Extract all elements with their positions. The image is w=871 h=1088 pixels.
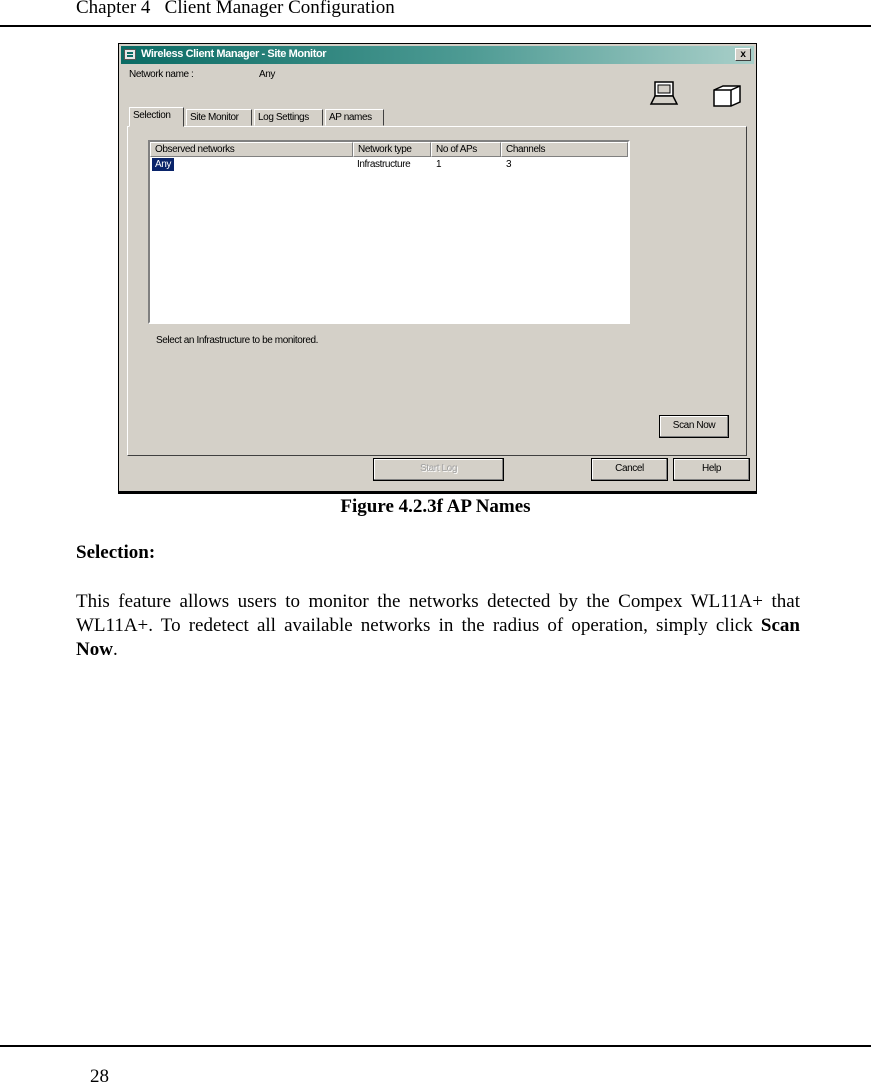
folder-icon[interactable] [711, 82, 743, 108]
network-name-label: Network name : [129, 69, 194, 80]
list-header [150, 142, 628, 157]
page-number: 28 [90, 1066, 109, 1087]
list-row[interactable] [150, 158, 628, 172]
tab-selection[interactable]: Selection [129, 107, 184, 127]
network-name-value: Any [259, 69, 276, 80]
close-button[interactable]: x [735, 48, 751, 61]
column-network-type[interactable]: Network type [353, 142, 431, 157]
figure-caption: Figure 4.2.3f AP Names [340, 496, 531, 517]
cancel-button[interactable]: Cancel [591, 458, 668, 481]
tab-log-settings[interactable]: Log Settings [254, 109, 323, 126]
row-network-type: Infrastructure [357, 159, 411, 170]
column-observed-networks[interactable]: Observed networks [150, 142, 353, 157]
paragraph-end: . [112, 639, 118, 660]
running-header: Chapter 4 Client Manager Configuration [76, 0, 395, 18]
row-channels: 3 [506, 159, 512, 170]
row-no-of-aps: 1 [436, 159, 442, 170]
tab-ap-names[interactable]: AP names [325, 109, 384, 126]
selection-hint: Select an Infrastructure to be monitored. [156, 335, 319, 346]
column-no-of-aps[interactable]: No of APs [431, 142, 501, 157]
header-rule [0, 25, 871, 27]
body-paragraph [76, 590, 800, 662]
paragraph-text: This feature allows users to monitor the networks detected by the Compex WL11A+ that WL11A+. To redetect all available networks in the radius of operation, simply click [76, 591, 800, 636]
footer-rule [0, 1045, 871, 1047]
help-button[interactable]: Help [673, 458, 750, 481]
site-monitor-window [118, 43, 757, 494]
tab-site-monitor[interactable]: Site Monitor [186, 109, 252, 126]
row-network: Any [152, 158, 174, 171]
title-bar[interactable] [121, 46, 754, 64]
scan-now-emphasis: Scan Now [76, 615, 800, 660]
column-channels[interactable]: Channels [501, 142, 628, 157]
window-title: Wireless Client Manager - Site Monitor [141, 48, 327, 60]
laptop-icon[interactable] [649, 80, 679, 106]
section-heading: Selection: [76, 542, 156, 563]
scan-now-button[interactable]: Scan Now [659, 415, 729, 438]
networks-list[interactable] [148, 140, 630, 324]
start-log-button[interactable]: Start Log [373, 458, 504, 481]
app-icon [124, 49, 136, 60]
